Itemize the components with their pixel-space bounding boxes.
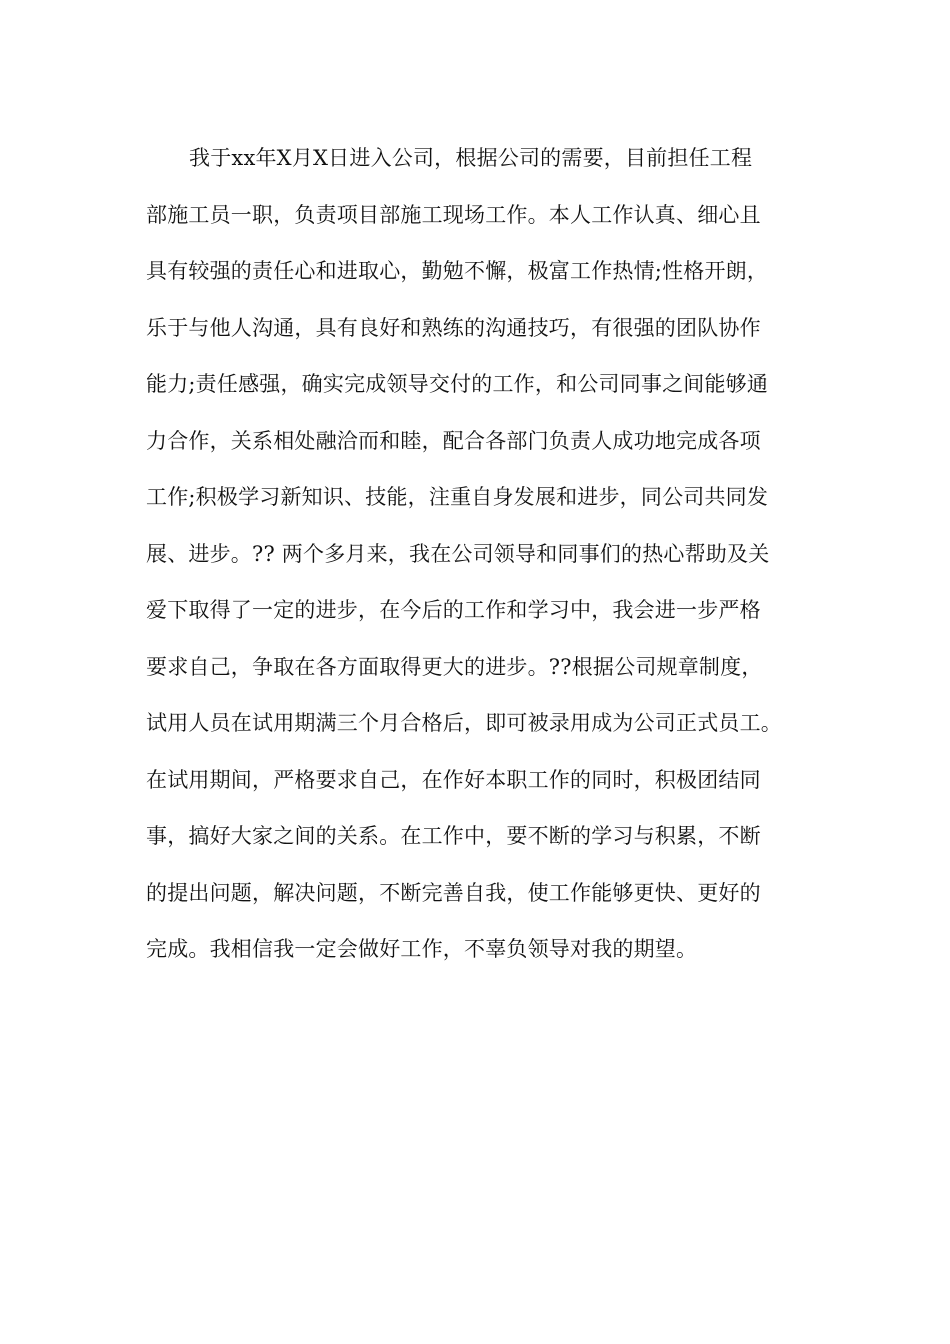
paragraph-line: 力合作，关系相处融洽而和睦，配合各部门负责人成功地完成各项 xyxy=(146,428,761,453)
paragraph-line: 要求自己，争取在各方面取得更大的进步。??根据公司规章制度， xyxy=(146,654,763,679)
paragraph-line: 能力;责任感强，确实完成领导交付的工作，和公司同事之间能够通 xyxy=(146,372,769,396)
paragraph-line: 部施工员一职，负责项目部施工现场工作。本人工作认真、细心且 xyxy=(146,202,761,227)
paragraph-line: 完成。我相信我一定会做好工作，不辜负领导对我的期望。 xyxy=(146,937,698,961)
paragraph-line: 在试用期间，严格要求自己，在作好本职工作的同时，积极团结同 xyxy=(146,767,761,792)
body-paragraph xyxy=(146,130,846,978)
paragraph-line: 的提出问题，解决问题，不断完善自我，使工作能够更快、更好的 xyxy=(146,880,761,905)
paragraph-line: 爱下取得了一定的进步，在今后的工作和学习中，我会进一步严格 xyxy=(146,598,761,622)
paragraph-line: 事，搞好大家之间的关系。在工作中，要不断的学习与积累，不断 xyxy=(146,824,761,848)
paragraph-line: 展、进步。?? 两个多月来，我在公司领导和同事们的热心帮助及关 xyxy=(146,541,770,566)
paragraph-line: 具有较强的责任心和进取心，勤勉不懈，极富工作热情;性格开朗， xyxy=(146,259,769,283)
paragraph-line: 试用人员在试用期满三个月合格后，即可被录用成为公司正式员工。 xyxy=(146,711,782,735)
paragraph-line: 乐于与他人沟通，具有良好和熟练的沟通技巧，有很强的团队协作 xyxy=(146,315,761,340)
paragraph-line: 工作;积极学习新知识、技能，注重自身发展和进步，同公司共同发 xyxy=(146,485,769,509)
paragraph-line: 我于xx年X月X日进入公司，根据公司的需要，目前担任工程 xyxy=(189,146,753,170)
